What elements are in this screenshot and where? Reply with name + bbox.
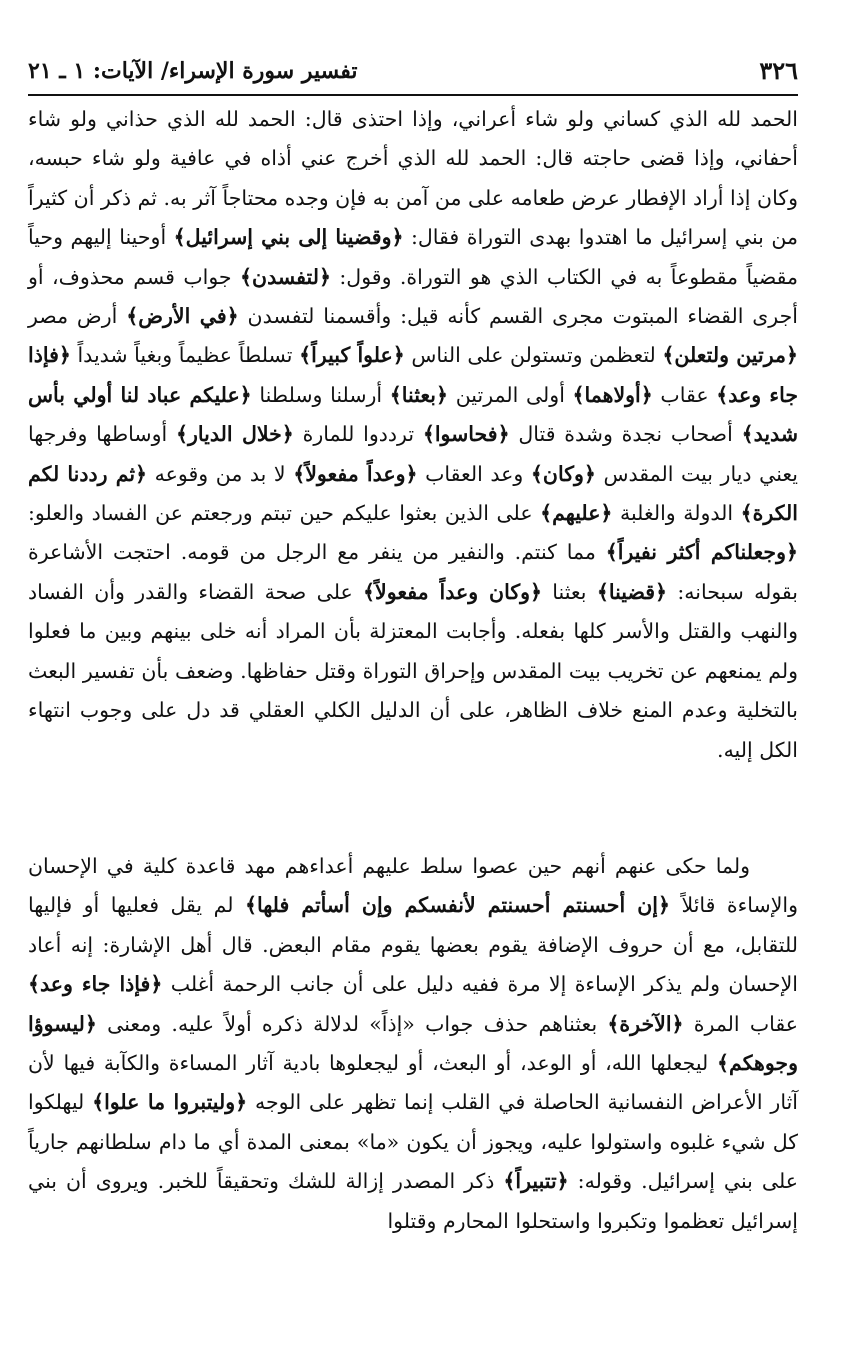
quranic-quotation: ﴿بعثنا﴾	[389, 382, 449, 407]
quranic-quotation: ﴿أولاهما﴾	[572, 382, 653, 407]
quranic-quotation: ﴿فإذا جاء وعد﴾	[28, 972, 163, 997]
commentary-text: تسلطاً عظيماً وبغياً شديداً	[70, 343, 300, 368]
quranic-quotation: ﴿عليهم﴾	[540, 501, 613, 526]
quranic-quotation: ﴿تتبيراً﴾	[503, 1169, 569, 1194]
quranic-quotation: ﴿علواً كبيراً﴾	[299, 343, 405, 368]
quranic-quotation: ﴿قضينا﴾	[596, 579, 668, 604]
commentary-text: جواب قسم محذوف، أو أجرى القضاء المبتوت مجرى القسم كأنه قيل: وأقسمنا لتفسدن	[28, 264, 798, 329]
commentary-text: أرسلنا وسلطنا	[251, 382, 390, 407]
commentary-text: أولى المرتين	[448, 382, 573, 407]
quranic-quotation: ﴿عليكم عباد لنا أولي بأس شديد﴾	[28, 382, 798, 447]
commentary-text: لم يقل فعليها أو فإليها للتقابل، مع أن حروف الإضافة يقوم بعضها يقوم مقام البعض. قال أهل الإشارة: إنه أعاد الإحسان ولم يذكر الإساءة إلا مرة ففيه دليل على أن جانب الرحمة أغلب	[28, 893, 798, 997]
header-rule	[28, 94, 798, 96]
quranic-quotation: ﴿في الأرض﴾	[126, 304, 239, 329]
quranic-quotation: ﴿وقضينا إلى بني إسرائيل﴾	[173, 225, 404, 250]
commentary-text: ليجعلها الله، أو الوعد، أو البعث، أو ليجعلوها بادية آثار المساءة والكآبة فيها لأن آثار الأعراض النفسانية الحاصلة في القلب إنما تظهر على الوجه	[28, 1051, 798, 1115]
commentary-text: ليهلكوا كل شيء غلبوه واستولوا عليه، ويجوز أن يكون «ما» بمعنى المدة أي ما دام سلطانهم جارياً على بني إسرائيل. وقوله:	[28, 1090, 798, 1194]
running-title: تفسير سورة الإسراء/ الآيات: ١ ـ ٢١	[28, 58, 358, 84]
commentary-text: الحمد لله الذي كساني ولو شاء أعراني، وإذا احتذى قال: الحمد لله الذي حذاني ولو شاء أحفاني، وإذا قضى حاجته قال: الحمد لله الذي أخرج عني أذاه في عافية ولو شاء حبسه، وكان إذا أراد الإفطار عرض طعامه على من آمن به فإن وجده محتاجاً آثر به. ثم ذكر أن كثيراً من بني إسرائيل ما اهتدوا بهدى التوراة فقال:	[28, 107, 798, 250]
commentary-text: مما كنتم. والنفير من ينفر مع الرجل من قومه. احتجت الأشاعرة بقوله سبحانه:	[28, 540, 799, 604]
commentary-text: على صحة القضاء والقدر وأن الفساد والنهب والقتل والأسر كلها بفعله. وأجابت المعتزلة بأن المراد أنه خلى بينهم وبين ما فعلوا ولم يمنعهم عن تخريب بيت المقدس وإحراق التوراة وقتل حفاظها. وضعف بأن تفسير البعث بالتخلية وعدم المنع خلاف الظاهر، على أن الدليل الكلي العقلي قد دل على وجوب انتهاء الكل إليه.	[28, 579, 798, 762]
commentary-text: لتعظمن وتستولن على الناس	[404, 343, 663, 368]
quranic-quotation: ﴿ثم رددنا لكم الكرة﴾	[28, 461, 798, 526]
quranic-quotation: ﴿فإذا جاء وعد﴾	[28, 343, 798, 407]
quranic-quotation: ﴿لتفسدن﴾	[240, 264, 331, 289]
commentary-text: ولما حكى عنهم أنهم حين عصوا سلط عليهم أعداءهم مهد قاعدة كلية في الإحسان والإساءة قائلاً	[28, 854, 799, 918]
commentary-text: بعثنا	[542, 579, 597, 604]
commentary-text: أرض مصر	[28, 304, 127, 329]
quranic-quotation: ﴿وكان﴾	[530, 461, 596, 486]
paragraph-2	[28, 847, 798, 1241]
quranic-quotation: ﴿وليتبروا ما علوا﴾	[92, 1090, 248, 1115]
book-page	[28, 52, 798, 1342]
commentary-text: بعثناهم حذف جواب «إذاً» لدلالة ذكره أولاً عليه. ومعنى	[96, 1011, 608, 1036]
commentary-text: عقاب	[652, 382, 717, 407]
commentary-text: عقاب المرة	[683, 1011, 798, 1036]
commentary-text: ذكر المصدر إزالة للشك وتحقيقاً للخبر. ويروى أن بني إسرائيل تعظموا وتكبروا واستحلوا المحارم وقتلوا	[28, 1169, 798, 1233]
quranic-quotation: ﴿وعداً مفعولاً﴾	[293, 461, 418, 486]
quranic-quotation: ﴿إن أحسنتم أحسنتم لأنفسكم وإن أسأتم فلها﴾	[244, 893, 670, 918]
commentary-text: أوساطها وفرجها يعني ديار بيت المقدس	[28, 422, 798, 486]
page-number: ٣٢٦	[759, 56, 798, 85]
quranic-quotation: ﴿وجعلناكم أكثر نفيراً﴾	[605, 540, 798, 565]
quranic-quotation: ﴿فحاسوا﴾	[422, 422, 510, 447]
quranic-quotation: ﴿الآخرة﴾	[607, 1011, 684, 1036]
quranic-quotation: ﴿ليسوؤا وجوهكم﴾	[28, 1011, 798, 1076]
quranic-quotation: ﴿مرتين ولتعلن﴾	[662, 343, 798, 368]
commentary-text: لا بد من وقوعه	[147, 461, 294, 486]
commentary-text: على الذين بعثوا عليكم حين تبتم ورجعتم عن الفساد والعلو:	[28, 501, 541, 526]
paragraph-1	[28, 100, 798, 770]
quranic-quotation: ﴿وكان وعداً مفعولاً﴾	[363, 579, 542, 604]
commentary-text: الدولة والغلبة	[612, 501, 741, 526]
commentary-text: أصحاب نجدة وشدة قتال	[509, 422, 742, 447]
commentary-text: أوحينا إليهم وحياً مقضياً مقطوعاً به في الكتاب الذي هو التوراة. وقول:	[28, 225, 798, 289]
quranic-quotation: ﴿خلال الديار﴾	[176, 422, 294, 447]
commentary-text: ترددوا للمارة	[293, 422, 423, 447]
commentary-text: وعد العقاب	[417, 461, 531, 486]
page-header	[28, 52, 798, 96]
